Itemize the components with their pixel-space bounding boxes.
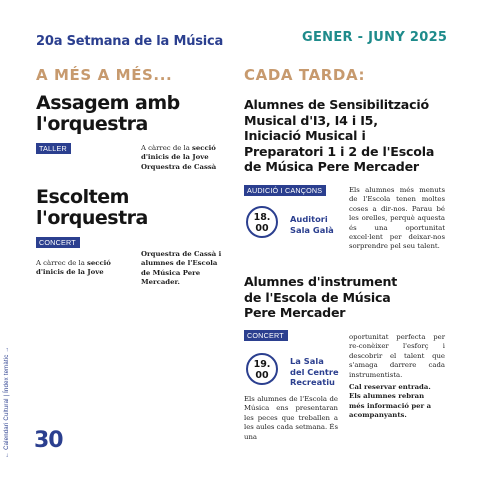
note-line: més informació per a: [349, 401, 432, 410]
venue-line: del Centre: [290, 366, 339, 377]
venue-line: Auditori: [290, 214, 328, 224]
desc-text: A càrrec de la: [36, 259, 88, 267]
event-title-line: Escoltem: [36, 186, 129, 208]
venue-name: [290, 214, 334, 235]
reservation-note: [349, 383, 449, 421]
event-description: [141, 144, 223, 172]
time-badge: [246, 206, 278, 238]
side-navigation[interactable]: [4, 300, 14, 458]
event-title-line: de Música Pere Mercader: [244, 159, 419, 174]
section-title-extras: A MÉS A MÉS...: [36, 66, 173, 84]
event-title-sensibilitzacio: [244, 97, 434, 175]
time-hour: 19.: [253, 359, 271, 370]
desc-bold-text: Orquestra de Cassà i alumnes de l'Escola de Música Pere Mercader.: [141, 250, 222, 287]
venue-name: [290, 356, 339, 388]
event-title-line: de l'Escola de Música: [244, 289, 391, 305]
desc-bold-text: secció d'inicis de la Jove: [36, 259, 111, 277]
desc-bold-text: secció d'inicis de la Jove Orquestra de Cassà: [141, 144, 217, 171]
page-header-title: 20a Setmana de la Música: [36, 34, 224, 49]
time-minutes: 00: [255, 223, 269, 234]
page-number: 30: [34, 428, 63, 453]
note-line: Cal reservar entrada.: [349, 383, 431, 391]
section-title-cada-tarda: CADA TARDA:: [244, 66, 366, 84]
event-description-continued: [141, 250, 227, 288]
time-hour: 18.: [253, 212, 271, 223]
event-title-line: Iniciació Musical i: [244, 128, 366, 143]
note-line: Els alumnes rebran: [349, 392, 425, 401]
event-type-tag: TALLER: [36, 143, 71, 154]
event-description-continued: oportunitat perfecta per re-conèixer l'esforç i descobrir el talent que s'amaga darrere cada instrumentista.: [349, 333, 445, 379]
time-badge: [246, 353, 278, 385]
event-title-line: l'orquestra: [36, 113, 148, 135]
event-type-tag: CONCERT: [244, 330, 288, 341]
desc-text: A càrrec de la: [141, 144, 193, 152]
event-title-line: Pere Mercader: [244, 305, 346, 320]
event-type-tag: CONCERT: [36, 237, 80, 248]
event-title-line: Musical d'I3, I4 i I5,: [244, 112, 378, 128]
event-title-line: Alumnes d'instrument: [244, 274, 398, 289]
event-title-line: Assagem amb: [36, 92, 180, 114]
time-minutes: 00: [255, 370, 269, 381]
event-type-tag: AUDICIÓ I CANÇONS: [244, 185, 326, 196]
page-header-dates: GENER - JUNY 2025: [302, 30, 448, 45]
event-title-escoltem: [36, 187, 148, 229]
event-title-line: Preparatori 1 i 2 de l'Escola: [244, 143, 435, 159]
event-title-line: l'orquestra: [36, 207, 148, 229]
note-line: acompanyants.: [349, 411, 407, 420]
event-title-instrument: [244, 274, 397, 321]
event-description: Els alumnes més menuts de l'Escola tenen moltes coses a dir-nos. Parau bé les orelles, perquè aquesta és una oportunitat excel·lent per deixar-nos sorprendre pel seu talent.: [349, 186, 445, 251]
venue-line: Recreatiu: [290, 377, 335, 387]
event-description: [36, 259, 118, 278]
event-title-assagem: [36, 93, 180, 135]
venue-line: Sala Galà: [290, 224, 334, 235]
side-navigation-text[interactable]: ← Calendari Cultural | Índex temàtic →: [4, 346, 10, 458]
event-description: Els alumnes de l'Escola de Música ens presentaran les peces que treballen a les aules cada setmana. És una: [244, 395, 338, 441]
event-title-line: Alumnes de Sensibilització: [244, 97, 429, 112]
venue-line: La Sala: [290, 356, 324, 366]
